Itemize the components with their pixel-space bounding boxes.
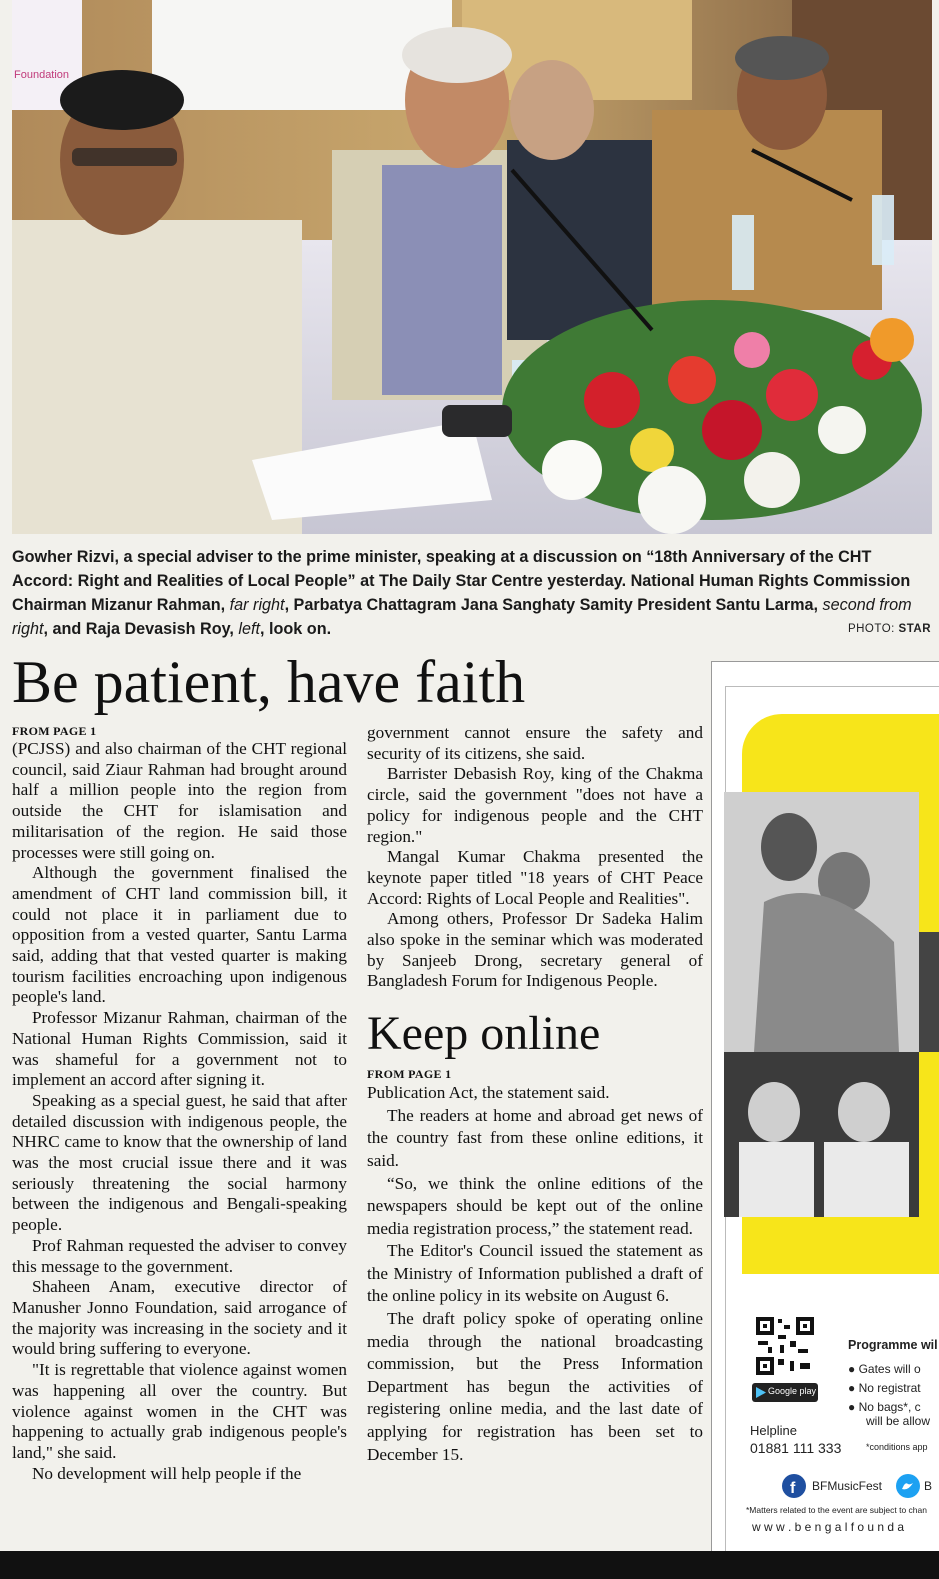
ad-disclaimer: *Matters related to the event are subject to chan [746,1505,927,1515]
facebook-icon[interactable] [782,1474,806,1498]
paragraph: Mangal Kumar Chakma presented the keynote paper titled "18 years of CHT Peace Accord: Rights of Local People and Realities". [367,847,703,908]
performers-photo-icon [724,792,939,1262]
caption-text-1: Gowher Rizvi, a special adviser to the prime minister, speaking at a discussion on “18th Anniversary of the CHT Accord: Right and Realities of Local People” at The Daily Star Centre yesterday. National Human Rights Commission Chairman Mizanur Rahman, [12,548,911,614]
paragraph: The readers at home and abroad get news of the country fast from these online editions, it said. [367,1105,703,1170]
article-headline: Be patient, have faith [12,649,526,715]
paragraph: "It is regrettable that violence against women was happening all over the country. But violence against women in the CHT was happening to actually grab indigenous people's land," she said. [12,1360,347,1462]
facebook-handle[interactable]: BFMusicFest [812,1479,883,1493]
banner-text: Foundation [14,69,70,81]
ad-website[interactable]: w w w . b e n g a l f o u n d a [752,1520,905,1534]
caption-italic-far-right: far right [229,596,285,614]
paragraph: Barrister Debasish Roy, king of the Chakma circle, said the government "does not have a policy for indigenous people and the CHT region." [367,764,703,846]
second-article-body [367,1066,703,1466]
programme-title: Programme wil [848,1338,938,1352]
caption-text-3: , and Raja Devasish Roy, [43,620,239,638]
paragraph: Although the government finalised the amendment of CHT land commission bill, it could not place it in parliament due to opposition from a vested quarter, Santu Larma said, adding that that vested quarter is making tourism facilities encroaching upon indigenous people's land. [12,863,347,1007]
paragraph: Speaking as a special guest, he said that after detailed discussion with indigenous people, the NHRC came to know that the ownership of land was the most crucial issue there and it was seriously threatening the social harmony between the indigenous and Bengali-speaking people. [12,1090,347,1235]
news-photo [12,0,932,534]
caption-text-2: , Parbatya Chattagram Jana Sanghaty Samity President Santu Larma, [284,596,823,614]
twitter-icon[interactable] [896,1474,920,1498]
paragraph: Prof Rahman requested the adviser to convey this message to the government. [12,1235,347,1276]
paragraph: Publication Act, the statement said. [367,1083,610,1103]
ad-bullet: ● No registrat [848,1381,921,1395]
helpline-label: Helpline [750,1423,797,1438]
paragraph: No development will help people if the [32,1463,302,1483]
paragraph: Professor Mizanur Rahman, chairman of the National Human Rights Commission, said it was shameful for a government not to implement an accord after signing it. [12,1008,347,1090]
from-page-label: FROM PAGE 1 [367,1067,452,1082]
play-store-icon [756,1387,766,1398]
caption-italic-second-from-right: second from right [12,596,912,638]
article-column-2 [367,723,703,1466]
paragraph: “So, we think the online editions of the newspapers should be kept out of the online media registration process,” the statement read. [367,1173,703,1238]
caption-italic-left: left [238,620,261,638]
photo-credit-name: STAR [898,623,931,635]
from-page-label: FROM PAGE 1 [12,724,97,738]
paragraph: government cannot ensure the safety and security of its citizens, she said. [367,723,703,763]
twitter-handle[interactable]: B [924,1479,933,1493]
paragraph: Among others, Professor Dr Sadeka Halim also spoke in the seminar which was moderated by Sanjeeb Drong, secretary general of Bangladesh Forum for Indigenous People. [367,909,703,991]
ad-bullet: ● No bags*, c [848,1400,921,1414]
article-column-1 [12,723,347,1484]
google-play-badge[interactable] [752,1383,818,1402]
paragraph: Shaheen Anam, executive director of Manusher Jonno Foundation, said arrogance of the majority was increasing in the society and it would bring suffering to everyone. [12,1277,347,1359]
paragraph: The draft policy spoke of operating online media through the national broadcasting commission, but the Press Information Department has begun the activities of registering online media, and the last date of applying for registration has been set to December 15. [367,1309,703,1464]
ad-bullet: ● Gates will o [848,1362,921,1376]
press-conference-photo [12,0,932,534]
ad-bullet-continued: will be allow [866,1414,931,1428]
caption-text-4: , look on. [260,620,332,638]
qr-code-icon[interactable] [754,1315,816,1377]
paragraph: (PCJSS) and also chairman of the CHT regional council, said Ziaur Rahman had brought around half a million people into the region from outside the CHT for islamisation and militarisation of the region. He said those processes were still going on. [12,739,347,862]
conditions-note: *conditions app [866,1442,928,1452]
helpline-number[interactable]: 01881 111 333 [750,1440,842,1456]
page-bottom-edge [0,1551,939,1579]
photo-credit [848,623,931,635]
store-badge-label: Google play [768,1386,817,1396]
paragraph: The Editor's Council issued the statement as the Ministry of Information published a draft of the online policy in its website on August 6. [367,1241,703,1306]
photo-caption [12,545,932,641]
advertisement[interactable] [711,661,939,1556]
svg-text:f: f [790,1480,796,1497]
second-article-headline: Keep online [367,1007,601,1061]
photo-credit-label: PHOTO: [847,623,895,635]
